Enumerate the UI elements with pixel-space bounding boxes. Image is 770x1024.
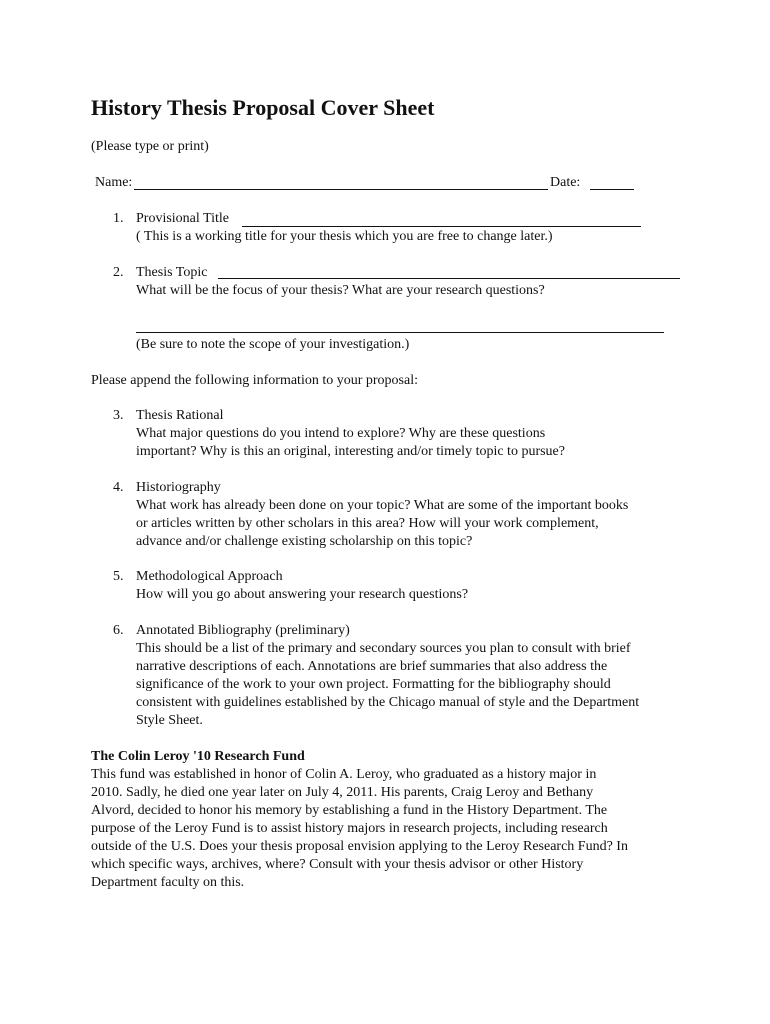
date-label: Date: [550,175,581,190]
item-note: (Be sure to note the scope of your investigation.) [136,337,410,352]
item-description: What major questions do you intend to explore? Why are these questions [136,426,546,441]
item-number: 1. [113,211,124,226]
item-description: significance of the work to your own project. Formatting for the bibliography should [136,677,611,692]
item-description: important? Why is this an original, interesting and/or timely topic to pursue? [136,444,565,459]
item-description: What will be the focus of your thesis? What are your research questions? [136,283,545,298]
item-description: What work has already been done on your topic? What are some of the important books [136,498,629,513]
append-instruction: Please append the following information to your proposal: [91,373,418,388]
item-label-historiography: Historiography [136,480,221,495]
thesis-topic-scope-field[interactable] [136,332,664,333]
item-label-annotated-bibliography: Annotated Bibliography (preliminary) [136,623,350,638]
item-label-methodological-approach: Methodological Approach [136,569,283,584]
thesis-topic-field[interactable] [218,278,680,279]
item-description: Style Sheet. [136,713,203,728]
fund-paragraph-line: purpose of the Leroy Fund is to assist history majors in research projects, including research [91,821,608,836]
item-description: How will you go about answering your research questions? [136,587,469,602]
item-description: This should be a list of the primary and secondary sources you plan to consult with brief [136,641,631,656]
item-description: advance and/or challenge existing scholarship on this topic? [136,534,473,549]
item-label-provisional-title: Provisional Title [136,211,229,226]
item-number: 4. [113,480,124,495]
item-label-thesis-topic: Thesis Topic [136,265,208,280]
item-number: 5. [113,569,124,584]
item-description: narrative descriptions of each. Annotations are brief summaries that also address the [136,659,608,674]
name-field[interactable] [134,189,548,190]
item-description: or articles written by other scholars in this area? How will your work complement, [136,516,599,531]
name-label: Name: [95,175,133,190]
fund-paragraph-line: which specific ways, archives, where? Consult with your thesis advisor or other History [91,857,584,872]
item-label-thesis-rational: Thesis Rational [136,408,224,423]
fund-paragraph-line: outside of the U.S. Does your thesis proposal envision applying to the Leroy Research Fund? In [91,839,628,854]
instruction-text: (Please type or print) [91,139,209,154]
item-number: 3. [113,408,124,423]
fund-paragraph-line: This fund was established in honor of Colin A. Leroy, who graduated as a history major in [91,767,597,782]
date-field[interactable] [590,189,634,190]
item-number: 6. [113,623,124,638]
fund-heading: The Colin Leroy '10 Research Fund [91,749,305,764]
fund-paragraph-line: Department faculty on this. [91,875,245,890]
fund-paragraph-line: Alvord, decided to honor his memory by establishing a fund in the History Department. The [91,803,608,818]
provisional-title-field[interactable] [242,226,641,227]
fund-paragraph-line: 2010. Sadly, he died one year later on July 4, 2011. His parents, Craig Leroy and Bethany [91,785,594,800]
page-title: History Thesis Proposal Cover Sheet [91,95,435,120]
item-number: 2. [113,265,124,280]
item-description: ( This is a working title for your thesis which you are free to change later.) [136,229,553,244]
item-description: consistent with guidelines established by the Chicago manual of style and the Department [136,695,640,710]
